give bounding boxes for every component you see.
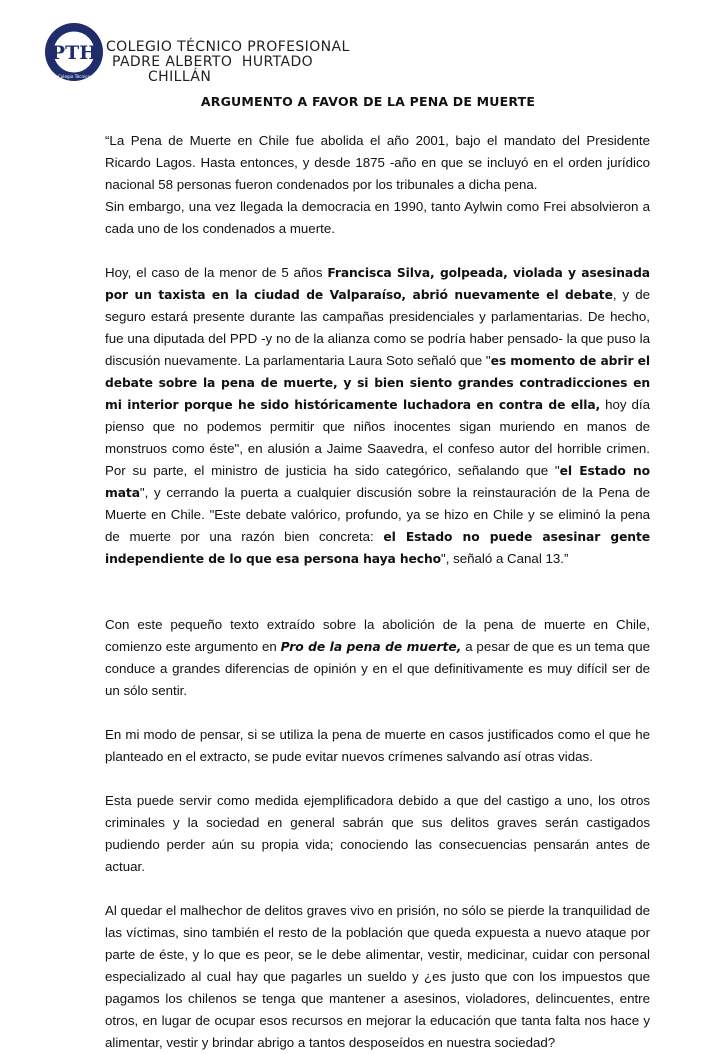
- paragraph-3: [105, 262, 650, 570]
- school-line-3: CHILLÁN: [148, 69, 212, 85]
- paragraph-5: En mi modo de pensar, si se utiliza la pena de muerte en casos justificados como el que he planteado en el extracto, se pude evitar nuevos crímenes salvando así otras vidas.: [105, 727, 650, 764]
- school-name: [106, 40, 350, 85]
- paragraph-4: [105, 614, 650, 702]
- school-line-1: COLEGIO TÉCNICO PROFESIONAL: [106, 39, 350, 55]
- text-run: ", señaló a Canal 13.”: [440, 551, 569, 566]
- text-run: Con este pequeño texto extraído sobre la abolición de la pena de muerte en Chile, comienzo este argumento en: [105, 617, 650, 654]
- paragraph-7: Al quedar el malhechor de delitos graves vivo en prisión, no sólo se pierde la tranquilidad de las víctimas, sino también el resto de la población que queda expuesta a nuevo ataque por parte de éste, y lo que es peor, se le debe alimentar, vestir, medicinar, cuidar con personal especializado al cual hay que pagarles un sueldo y ¿es justo que con los impuestos que pagamos los chilenos se tenga que mantener a asesinos, violadores, delincuentes, entre otros, en lugar de ocupar esos recursos en mejorar la educación que tanta falta nos hace y alimentar, vestir y brindar abrigo a tantos desposeídos en nuestra sociedad?: [105, 903, 650, 1050]
- school-logo: [44, 22, 104, 82]
- paragraph-6: Esta puede servir como medida ejemplificadora debido a que del castigo a uno, los otros criminales y la sociedad en general sabrán que sus delitos graves serán castigados pudiendo perder aún su propia vida; conociendo las consecuencias pensarán antes de actuar.: [105, 793, 650, 874]
- logo-letters: PTH: [50, 42, 98, 64]
- highlight-run: es momento de abrir el debate sobre la pena de muerte, y si bien siento grandes contradicciones en mi interior porque he sido históricamente luchadora en contra de ella,: [105, 354, 650, 412]
- highlight-run: Francisca Silva, golpeada, violada y asesinada por un taxista en la ciudad de Valparaíso, abrió nuevamente el debate: [105, 266, 650, 302]
- document-title: ARGUMENTO A FAVOR DE LA PENA DE MUERTE: [200, 94, 536, 109]
- text-run: a pesar de que es un tema que conduce a grandes diferencias de opinión y en el que definitivamente es muy difícil ser de un sólo sentir.: [105, 639, 650, 698]
- document-body: [105, 130, 650, 1054]
- paragraph-2: Sin embargo, una vez llegada la democracia en 1990, tanto Aylwin como Frei absolvieron a cada uno de los condenados a muerte.: [105, 199, 650, 236]
- school-line-2: PADRE ALBERTO HURTADO: [112, 54, 314, 70]
- paragraph-1: “La Pena de Muerte en Chile fue abolida el año 2001, bajo el mandato del Presidente Ricardo Lagos. Hasta entonces, y desde 1875 -año en que se incluyó en el orden jurídico nacional 58 personas fueron condenados por los tribunales a dicha pena.: [105, 133, 650, 192]
- highlight-run: el Estado no puede asesinar gente independiente de lo que esa persona haya hecho: [105, 530, 650, 566]
- text-run: hoy día pienso que no podemos permitir que niños inocentes sigan muriendo en manos de monstruos como éste", en alusión a Jaime Saavedra, el confeso autor del horrible crimen. Por su parte, el ministro de justicia ha sido categórico, señalando que ": [105, 397, 650, 478]
- text-run: ", y cerrando la puerta a cualquier discusión sobre la reinstauración de la Pena de Muerte en Chile. "Este debate valórico, profundo, ya se hizo en Chile y se eliminó la pena de muerte por una razón bien concreta:: [105, 485, 650, 544]
- logo-ring-text: Colegio Técnico: [57, 74, 91, 79]
- highlight-run: Pro de la pena de muerte,: [280, 640, 462, 654]
- text-run: , y de seguro estará presente durante las campañas presidenciales y parlamentarias. De hecho, fue una diputada del PPD -y no de la alianza como se podría haber pensado- la que puso la discusión nuevamente. La parlamentaria Laura Soto señaló que ": [105, 287, 650, 368]
- highlight-run: el Estado no mata: [105, 464, 650, 500]
- text-run: Hoy, el caso de la menor de 5 años: [105, 265, 328, 280]
